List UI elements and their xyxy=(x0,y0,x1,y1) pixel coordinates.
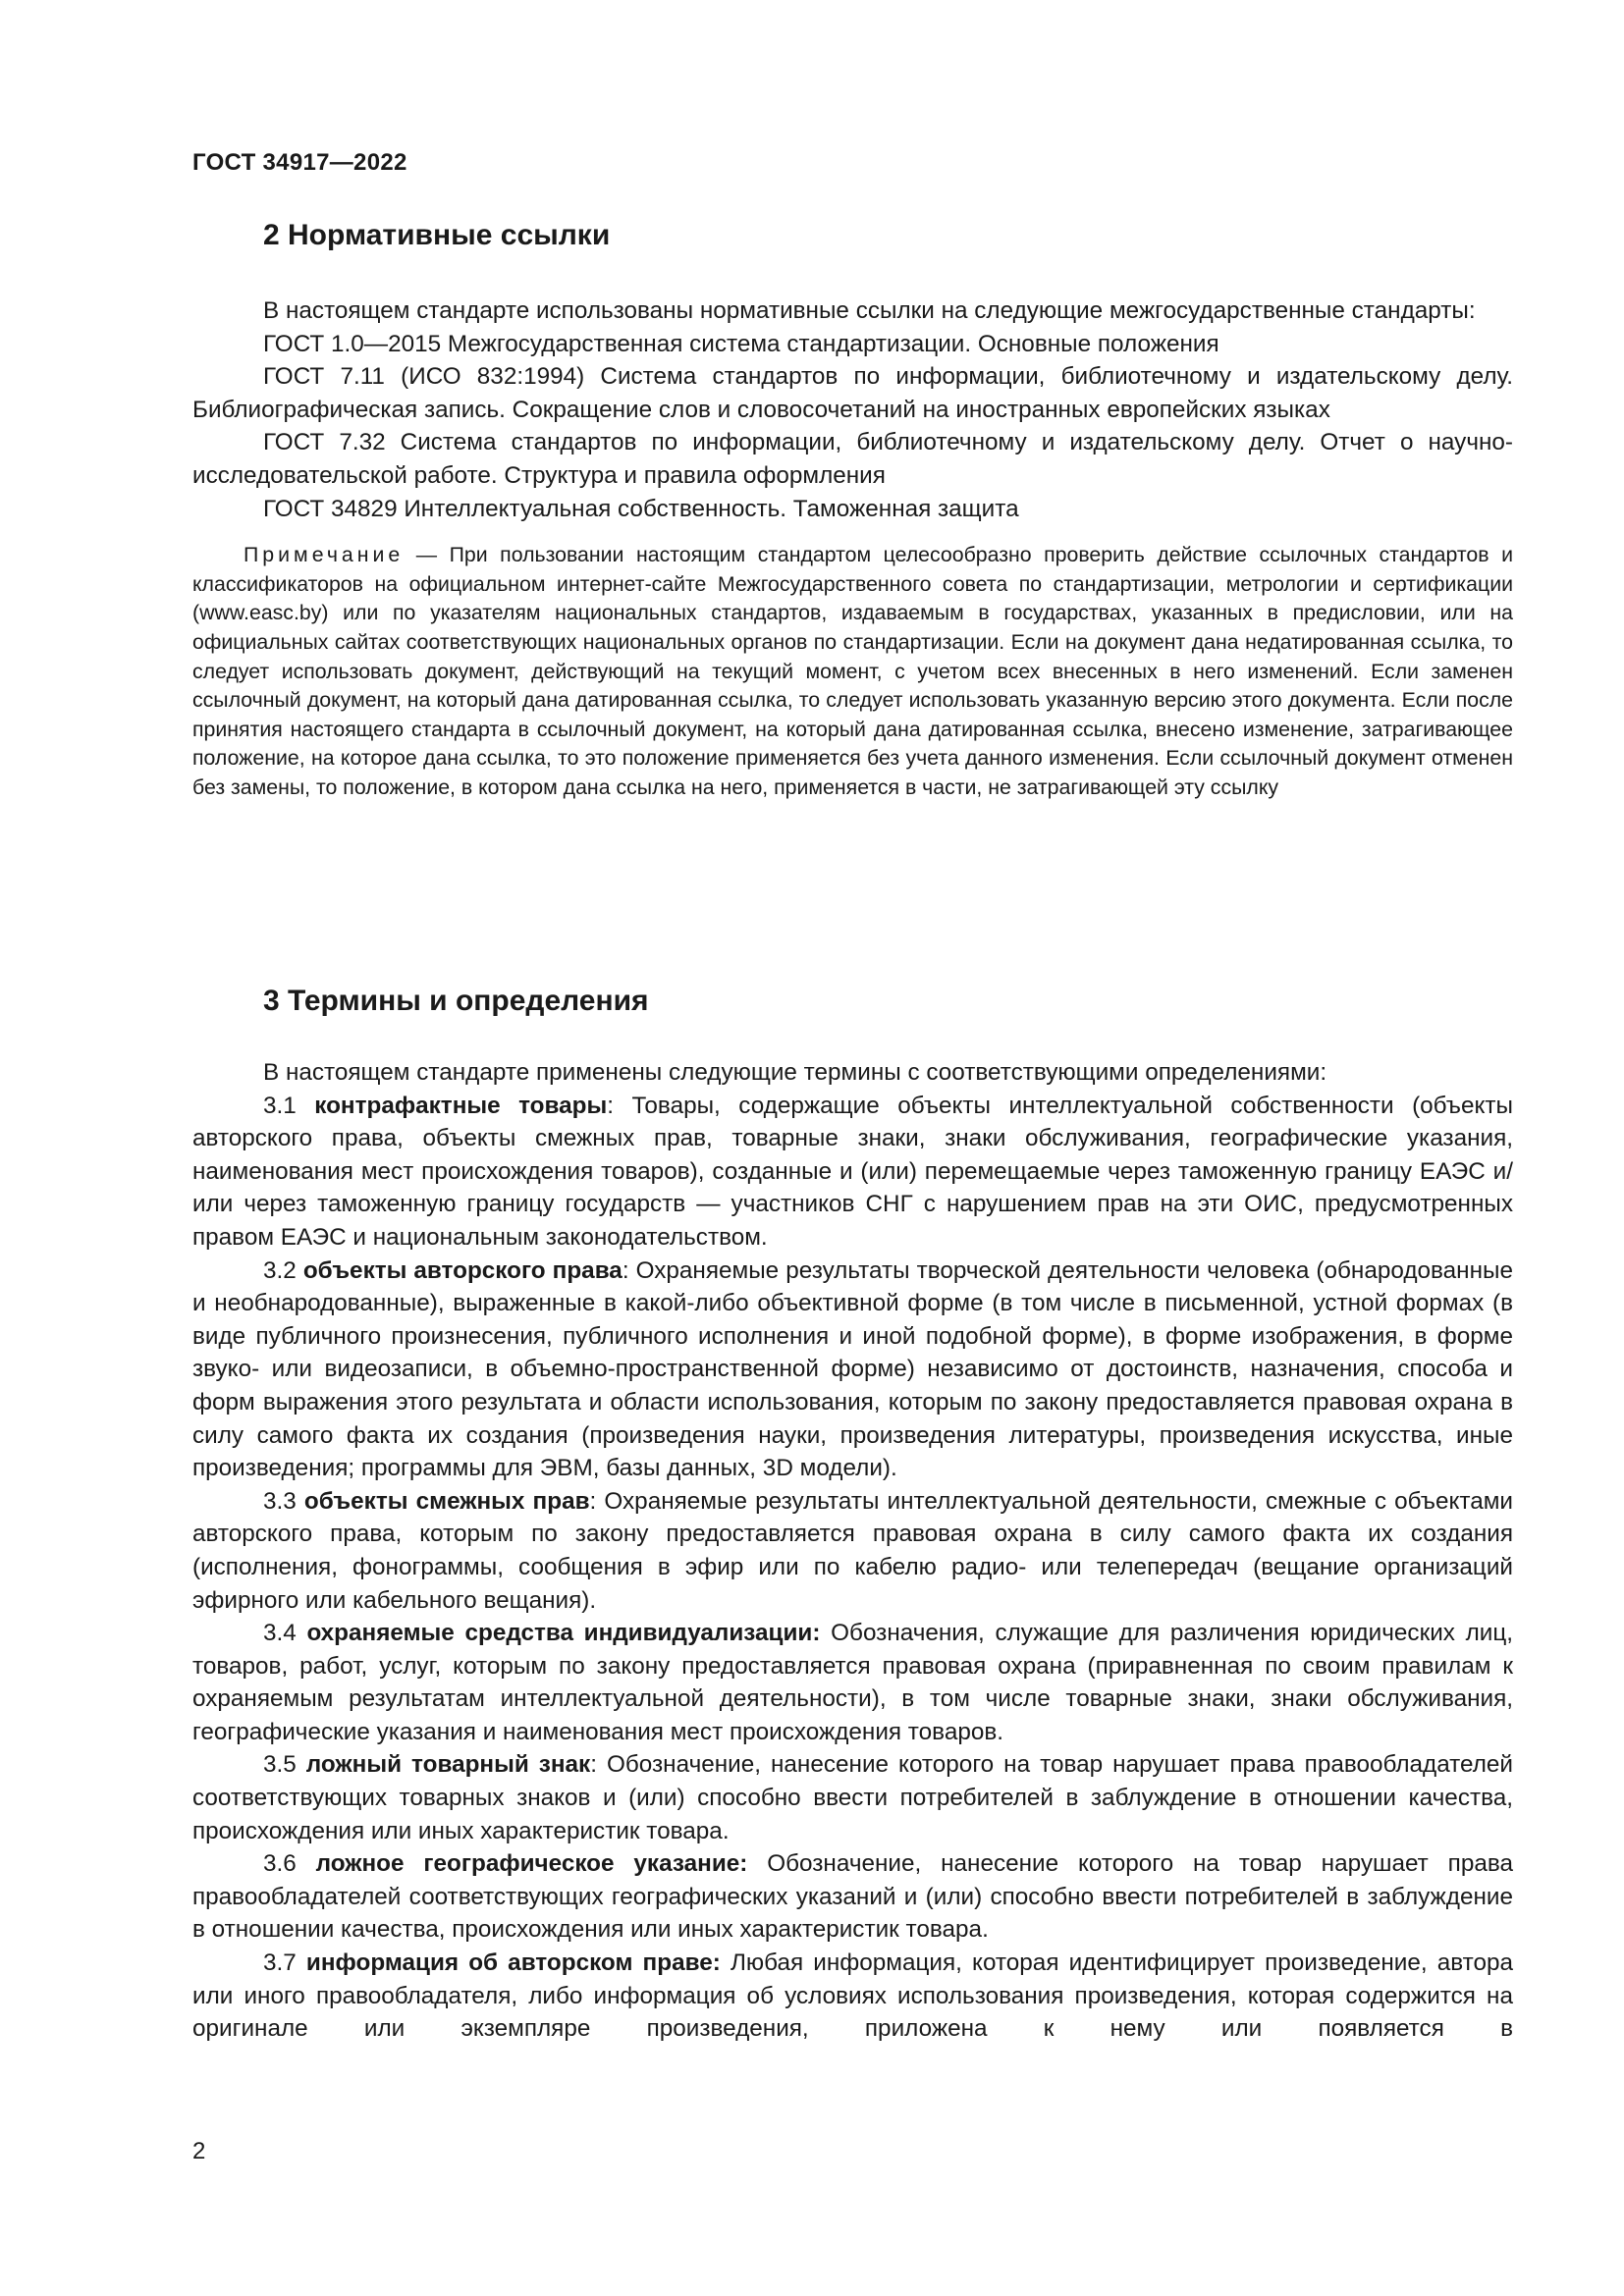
reference-item: ГОСТ 7.11 (ИСО 832:1994) Система стандартов по информации, библиотечному и издательскому делу. Библиографическая запись. Сокращение слов и словосочетаний на иностранных европейских языках xyxy=(192,363,1513,423)
term-definition: : Обозначение, нанесение которого на товар нарушает права правообладателей соответствующих товарных знаков и (или) способно ввести потребителей в заблуждение в отношении качества, происхождения или иных характеристик товара. xyxy=(192,1751,1513,1844)
term-definition: Любая информация, которая идентифицирует произведение, автора или иного правообладателя, либо информация об условиях использования произведения, которая содержится на оригинале или экземпляре произведения, приложена к нему или появляется в xyxy=(192,1949,1513,2043)
term-entry xyxy=(192,1847,1513,1947)
term-definition: Обозначение, нанесение которого на товар нарушает права правообладателей соответствующих географических указаний и (или) способно ввести потребителей в заблуждение в отношении качества, происхождения или иных характеристик товара. xyxy=(192,1850,1513,1944)
note-text: — При пользовании настоящим стандартом целесообразно проверить действие ссылочных стандартов и классификаторов на официальном интернет-сайте Межгосударственного совета по стандартизации, метрологии и сертификации (www.easc.by) или по указателям национальных стандартов, издаваемым в государствах, указанных в предисловии, или на официальных сайтах соответствующих национальных органов по стандартизации. Если на документ дана недатированная ссылка, то следует использовать документ, действующий на текущий момент, с учетом всех внесенных в него изменений. Если заменен ссылочный документ, на который дана датированная ссылка, то следует использовать указанную версию этого документа. Если после принятия настоящего стандарта в ссылочный документ, на который дана датированная ссылка, внесено изменение, затрагивающее положение, на которое дана ссылка, то это положение применяется без учета данного изменения. Если ссылочный документ отменен без замены, то положение, в котором дана ссылка на него, применяется в части, не затрагивающей эту ссылку xyxy=(192,543,1513,799)
term-definition: Обозначения, служащие для различения юридических лиц, товаров, работ, услуг, которым по закону предоставляется правовая охрана (приравненная по своим правилам к охраняемым результатам интеллектуальной деятельности), в том числе товарные знаки, знаки обслуживания, географические указания и наименования мест происхождения товаров. xyxy=(192,1620,1513,1745)
term-definition: : Товары, содержащие объекты интеллектуальной собственности (объекты авторского права, объекты смежных прав, товарные знаки, знаки обслуживания, географические указания, наименования мест происхождения товаров), созданные и (или) перемещаемые через таможенную границу ЕАЭС и/или через таможенную границу государств — участников СНГ с нарушением прав на эти ОИС, предусмотренных правом ЕАЭС и национальным законодательством. xyxy=(192,1092,1513,1251)
reference-item: ГОСТ 1.0—2015 Межгосударственная система стандартизации. Основные положения xyxy=(263,330,1219,357)
section-terms-definitions xyxy=(192,982,1513,2046)
term-number: 3.7 xyxy=(263,1949,306,1977)
note-paragraph xyxy=(192,541,1513,802)
reference-item: ГОСТ 7.32 Система стандартов по информации, библиотечному и издательскому делу. Отчет о научно-исследовательской работе. Структура и правила оформления xyxy=(192,429,1513,489)
section-3-title: 3 Термины и определения xyxy=(263,985,649,1017)
term-name: контрафактные товары xyxy=(314,1092,608,1119)
page-number: 2 xyxy=(192,2138,206,2164)
term-definition: : Охраняемые результаты творческой деятельности человека (обнародованные и необнародованные), выраженные в какой-либо объективной форме (в том числе в письменной, устной формах (в виде публичного произнесения, публичного исполнения и иной подобной форме), в форме изображения, в форме звуко- или видеозаписи, в объемно-пространственной форме) независимо от достоинств, назначения, способа и форм выражения этого результата и области использования, которым по закону предоставляется правовая охрана в силу самого факта их создания (произведения науки, произведения литературы, произведения искусства, иные произведения; программы для ЭВМ, базы данных, 3D модели). xyxy=(192,1256,1513,1482)
note-label: Примечание xyxy=(244,543,405,567)
term-number: 3.4 xyxy=(263,1620,307,1647)
term-entry xyxy=(192,1090,1513,1255)
term-name: охраняемые средства индивидуализации: xyxy=(306,1620,821,1647)
term-number: 3.5 xyxy=(263,1751,306,1779)
term-definition: : Охраняемые результаты интеллектуальной деятельности, смежные с объектами авторского права, которым по закону предоставляется правовая охрана в силу самого факта их создания (исполнения, фонограммы, сообщения в эфир или по кабелю радио- или телепередач (вещание организаций эфирного или кабельного вещания). xyxy=(192,1487,1514,1614)
term-entry xyxy=(192,1485,1513,1617)
term-entry xyxy=(192,1617,1513,1748)
term-name: ложное географическое указание: xyxy=(315,1850,748,1878)
reference-item: ГОСТ 34829 Интеллектуальная собственность. Таможенная защита xyxy=(263,495,1019,522)
term-number: 3.6 xyxy=(263,1850,316,1878)
term-name: информация об авторском праве: xyxy=(305,1949,721,1977)
section-normative-references xyxy=(192,216,1513,803)
term-name: объекты смежных прав xyxy=(303,1487,590,1515)
section-2-title: 2 Нормативные ссылки xyxy=(263,219,611,251)
section-3-intro: В настоящем стандарте применены следующие термины с соответствующими определениями: xyxy=(263,1059,1327,1086)
term-name: объекты авторского права xyxy=(302,1256,623,1284)
term-number: 3.1 xyxy=(263,1092,315,1119)
section-2-intro: В настоящем стандарте использованы нормативные ссылки на следующие межгосударственные стандарты: xyxy=(263,297,1476,324)
term-name: ложный товарный знак xyxy=(305,1751,591,1779)
term-number: 3.3 xyxy=(263,1487,304,1515)
term-entry xyxy=(192,1748,1513,1847)
term-number: 3.2 xyxy=(263,1256,303,1284)
term-entry xyxy=(192,1255,1513,1485)
term-entry xyxy=(192,1947,1513,2046)
document-code-header: ГОСТ 34917—2022 xyxy=(192,149,407,176)
